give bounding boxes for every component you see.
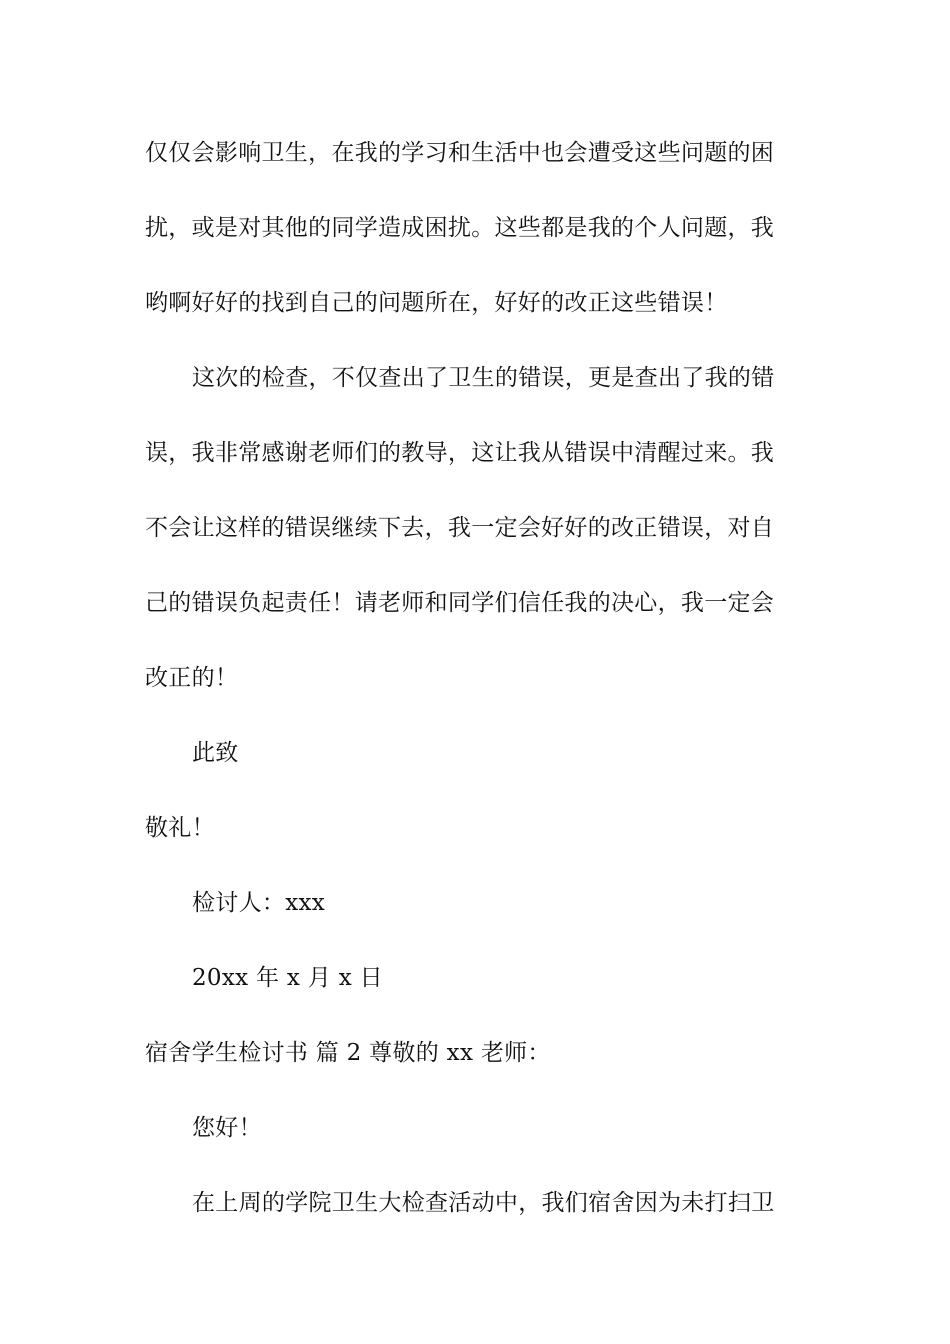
closing-salutation: 此致 [192,740,239,766]
signature-line: 检讨人：xxx [192,890,326,916]
text-line-3: 哟啊好好的找到自己的问题所在，好好的改正这些错误！ [145,290,728,316]
paragraph-start-line: 这次的检查，不仅查出了卫生的错误，更是查出了我的错 [192,365,775,391]
section-heading: 宿舍学生检讨书 篇 2 尊敬的 xx 老师： [145,1040,551,1066]
greeting-line: 您好！ [192,1115,262,1141]
closing-regards: 敬礼！ [145,815,215,841]
text-line-8: 改正的！ [145,665,239,691]
date-line: 20xx 年 x 月 x 日 [192,965,383,991]
text-line-5: 误，我非常感谢老师们的教导，这让我从错误中清醒过来。我 [145,440,775,466]
paragraph-line: 在上周的学院卫生大检查活动中，我们宿舍因为未打扫卫 [192,1190,775,1216]
text-line-1: 仅仅会影响卫生，在我的学习和生活中也会遭受这些问题的困 [145,140,775,166]
text-line-7: 己的错误负起责任！请老师和同学们信任我的决心，我一定会 [145,590,775,616]
text-line-2: 扰，或是对其他的同学造成困扰。这些都是我的个人问题，我 [145,215,775,241]
text-line-6: 不会让这样的错误继续下去，我一定会好好的改正错误，对自 [145,515,775,541]
